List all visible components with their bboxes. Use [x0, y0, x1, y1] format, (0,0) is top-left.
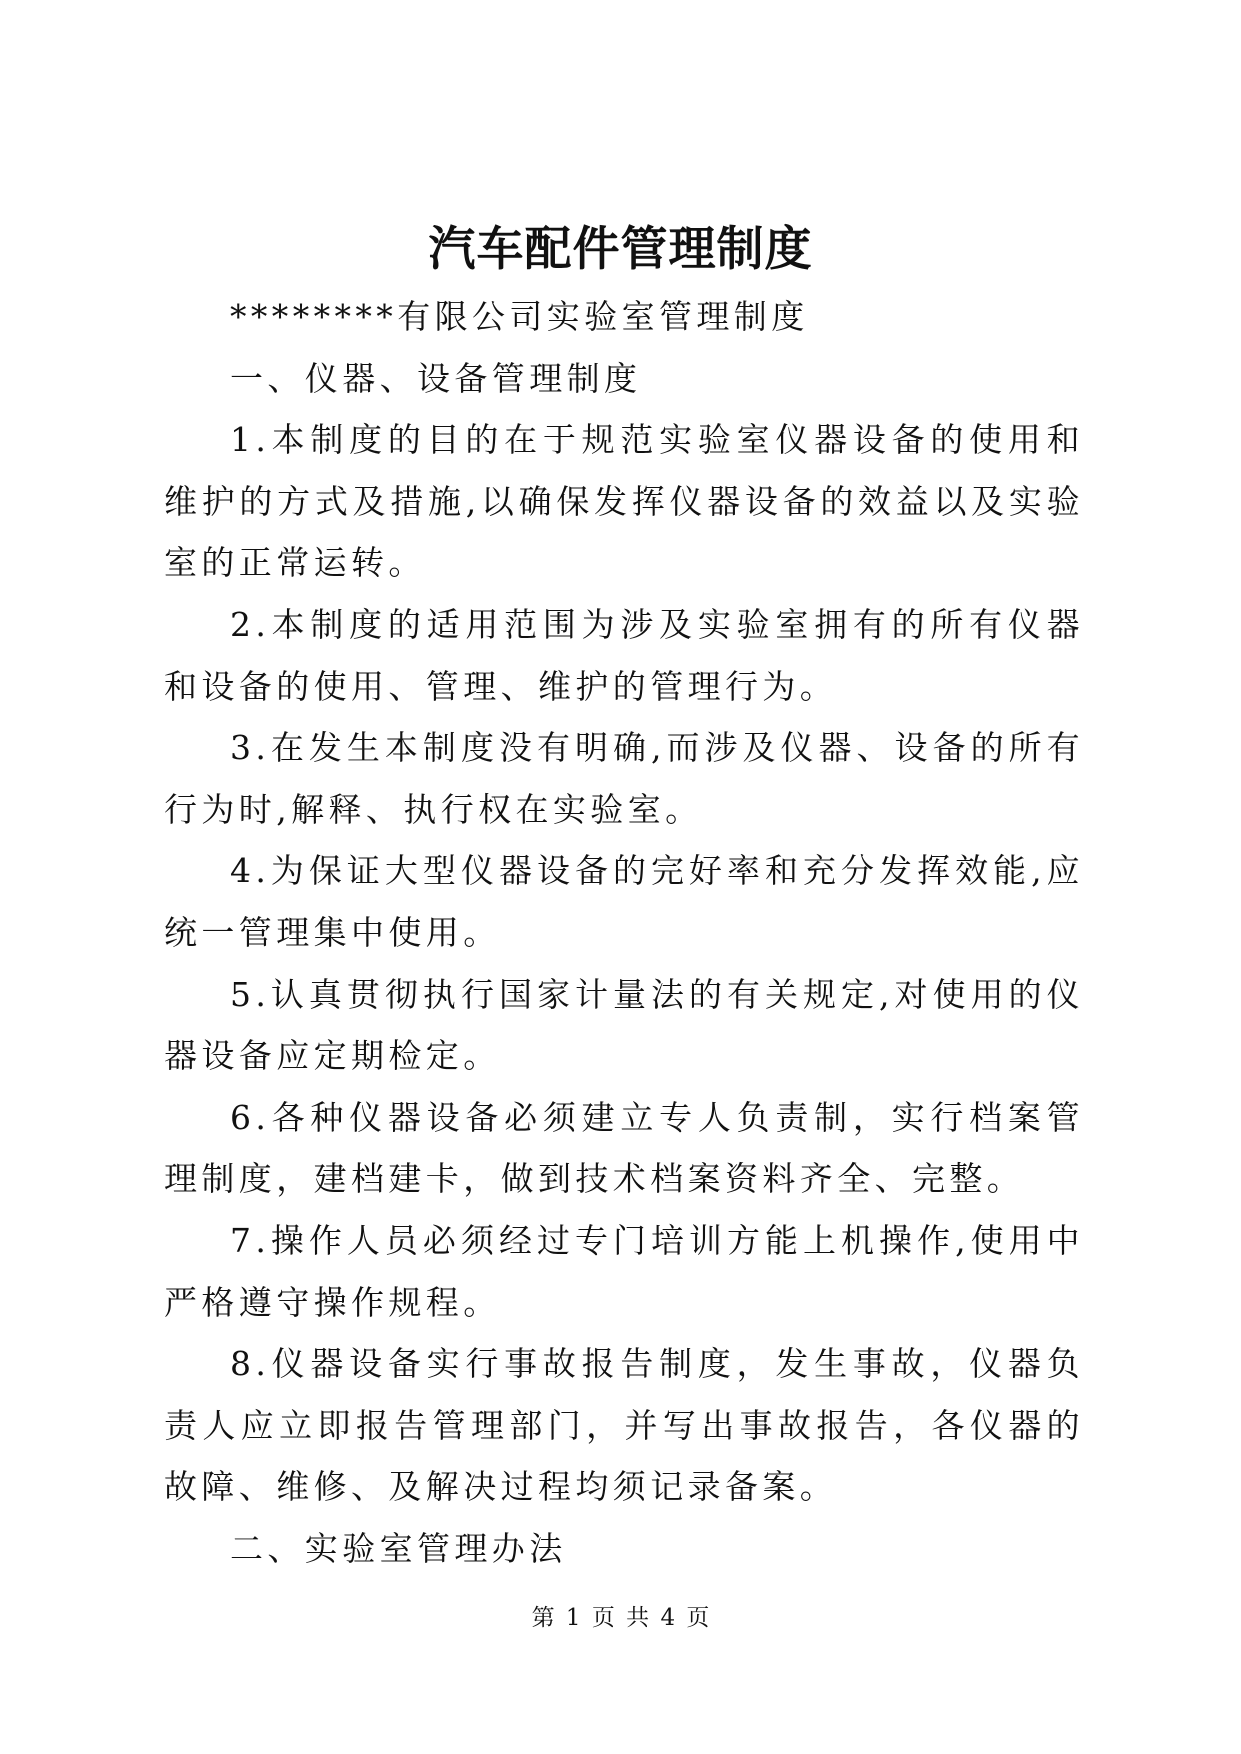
- document-title: 汽车配件管理制度: [428, 222, 813, 277]
- clause-2: 2.本制度的适用范围为涉及实验室拥有的所有仪器和设备的使用、管理、维护的管理行为。: [164, 604, 1084, 706]
- clause-1: 1.本制度的目的在于规范实验室仪器设备的使用和维护的方式及措施,以确保发挥仪器设备的效益以及实验室的正常运转。: [164, 420, 1084, 583]
- document-body: [164, 286, 1084, 1579]
- clause-7: 7.操作人员必须经过专门培训方能上机操作,使用中严格遵守操作规程。: [164, 1220, 1084, 1322]
- section-heading-1: 一、仪器、设备管理制度: [230, 358, 642, 398]
- page-footer: 第 1 页 共 4 页: [531, 1605, 710, 1631]
- clause-4: 4.为保证大型仪器设备的完好率和充分发挥效能,应统一管理集中使用。: [164, 851, 1084, 952]
- section-heading-2: 二、实验室管理办法: [230, 1528, 567, 1568]
- company-heading: ********有限公司实验室管理制度: [230, 297, 809, 336]
- clause-3: 3.在发生本制度没有明确,而涉及仪器、设备的所有行为时,解释、执行权在实验室。: [164, 728, 1084, 829]
- clause-8: 8.仪器设备实行事故报告制度，发生事故，仪器负责人应立即报告管理部门，并写出事故报告，各仪器的故障、维修、及解决过程均须记录备案。: [164, 1344, 1084, 1507]
- clause-5: 5.认真贯彻执行国家计量法的有关规定,对使用的仪器设备应定期检定。: [164, 974, 1084, 1076]
- clause-6: 6.各种仪器设备必须建立专人负责制，实行档案管理制度，建档建卡，做到技术档案资料齐全、完整。: [164, 1097, 1084, 1199]
